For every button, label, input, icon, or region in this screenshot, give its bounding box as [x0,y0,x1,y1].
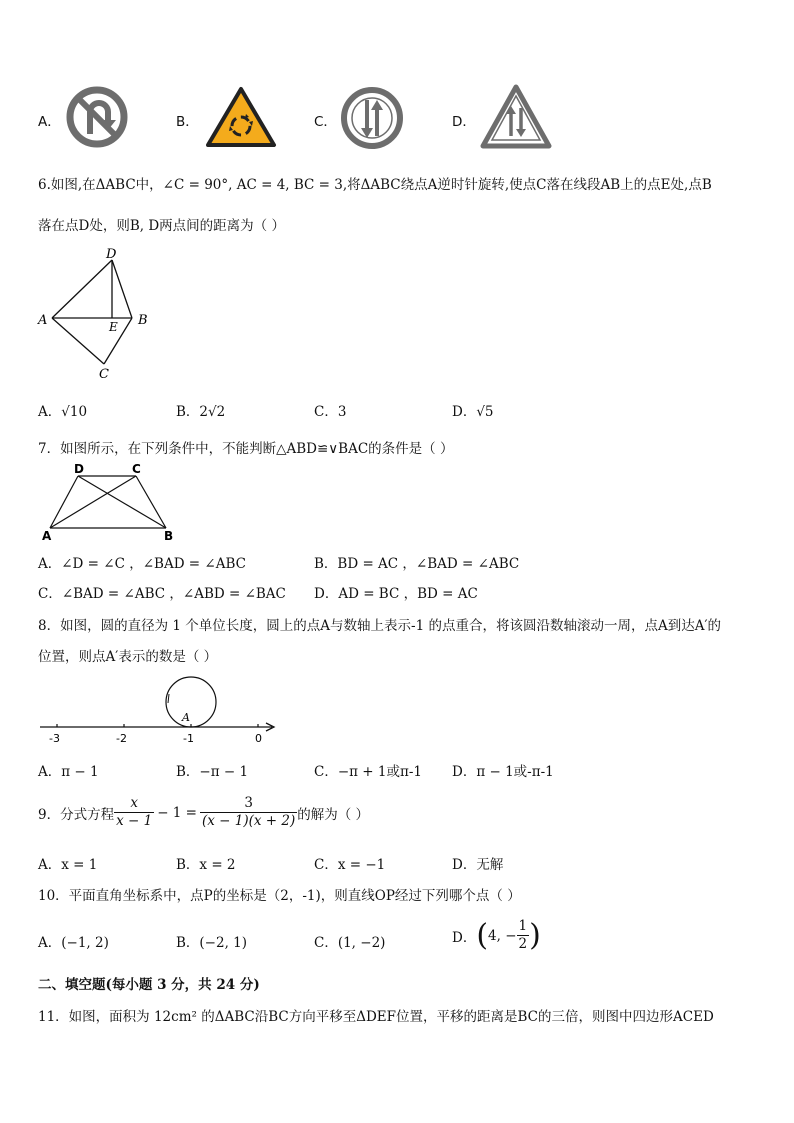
q8-option-b: B．−π − 1 [176,764,249,780]
q10-option-b: B．(−2, 1) [176,935,248,951]
q8-tick-0: 0 [255,732,262,745]
roundabout-warning-sign-icon [205,86,277,148]
q10-option-d-close-paren: ) [529,917,541,953]
q9-option-d: D．无解 [452,857,504,873]
q6-label-c: C [99,367,109,382]
q9-suffix: 的解为（ ） [297,806,370,823]
q5-option-c-label: C． [314,114,337,130]
q11-stem: 11．如图，面积为 12cm² 的ΔABC沿BC方向平移至ΔDEF位置，平移的距离是BC的三倍，则图中四边形ACED [38,1009,714,1025]
q8-number-line-figure [36,672,281,748]
q10-option-d-fraction [517,918,530,953]
q8-tick-neg1: -1 [183,732,194,745]
q10-option-d-denominator: 2 [518,936,528,952]
q8-option-d: D．π − 1或-π-1 [452,764,554,780]
q8-stem-line1: 8．如图，圆的直径为 1 个单位长度，圆上的点A与数轴上表示-1 的点重合，将该圆沿数轴滚动一周，点A到达A′的 [38,618,722,634]
q6-stem-line1: 6.如图,在ΔABC中，∠C = 90°, AC = 4, BC = 3,将ΔABC绕点A逆时针旋转,使点C落在线段AB上的点E处,点B [38,177,712,193]
q6-label-d: D [106,247,117,262]
q8-option-a: A．π − 1 [38,764,99,780]
q9-option-b: B．x = 2 [176,857,236,873]
q9-option-a: A．x = 1 [38,857,98,873]
q9-prefix: 9．分式方程 [38,806,115,823]
q8-option-c: C．−π + 1或π-1 [314,764,423,780]
q7-label-d: D [74,462,84,476]
q8-stem-line2: 位置，则点A′表示的数是（ ） [38,649,218,665]
two-way-traffic-warning-sign-icon [480,84,552,150]
q9-fraction-2 [200,795,297,830]
q10-option-a: A．(−1, 2) [38,935,109,951]
q7-label-c: C [132,462,141,476]
no-u-turn-sign-icon [66,86,128,148]
q5-option-d-label: D． [452,114,476,130]
q9-fraction-1 [114,795,154,830]
q10-option-d-numerator: 1 [518,918,528,934]
q9-fraction-2-numerator: 3 [200,795,297,813]
q9-mid: − 1 = [157,804,197,821]
q6-option-a: A．√10 [38,404,88,420]
q9-option-c: C．x = −1 [314,857,386,873]
q5-option-b-label: B． [176,114,199,130]
q6-triangle-figure [36,246,166,381]
q7-option-a: A．∠D = ∠C ，∠BAD = ∠ABC [38,556,246,572]
q9-fraction-1-numerator: x [114,795,154,813]
q8-tick-neg3: -3 [49,732,60,745]
q6-label-a: A [38,313,48,328]
q7-label-b: B [164,529,174,543]
q6-option-c: C．3 [314,404,347,420]
q7-option-b: B．BD = AC ，∠BAD = ∠ABC [314,556,520,572]
q7-option-d: D．AD = BC ，BD = AC [314,586,478,602]
q7-stem: 7．如图所示，在下列条件中，不能判断△ABD≌∨BAC的条件是（ ） [38,441,454,457]
section-2-heading: 二、填空题(每小题 3 分，共 24 分) [38,977,260,993]
q7-label-a: A [42,529,52,543]
q6-option-b: B．2√2 [176,404,226,420]
q10-option-d-prefix: D． [452,929,477,946]
q8-tick-neg2: -2 [116,732,127,745]
q5-option-a-label: A． [38,114,61,130]
q10-stem: 10．平面直角坐标系中，点P的坐标是（2，-1)，则直线OP经过下列哪个点（ ） [38,888,521,904]
q9-stem [38,795,369,830]
q10-option-d-coords: 4, − [488,927,517,944]
q6-label-b: B [138,313,148,328]
q10-option-d [452,918,541,953]
q6-option-d: D．√5 [452,404,494,420]
q9-fraction-1-denominator: x − 1 [116,813,153,829]
q6-stem-line2: 落在点D处，则B, D两点间的距离为（ ） [38,218,285,234]
q6-label-e: E [109,320,118,334]
q7-quadrilateral-figure [38,462,188,542]
q10-option-c: C．(1, −2) [314,935,386,951]
two-way-traffic-prohibition-sign-icon [340,86,404,150]
q8-point-a-label: A [182,711,190,724]
q10-option-d-open-paren: ( [476,917,489,953]
q9-fraction-2-denominator: (x − 1)(x + 2) [202,813,296,829]
q7-option-c: C．∠BAD = ∠ABC ，∠ABD = ∠BAC [38,586,286,602]
